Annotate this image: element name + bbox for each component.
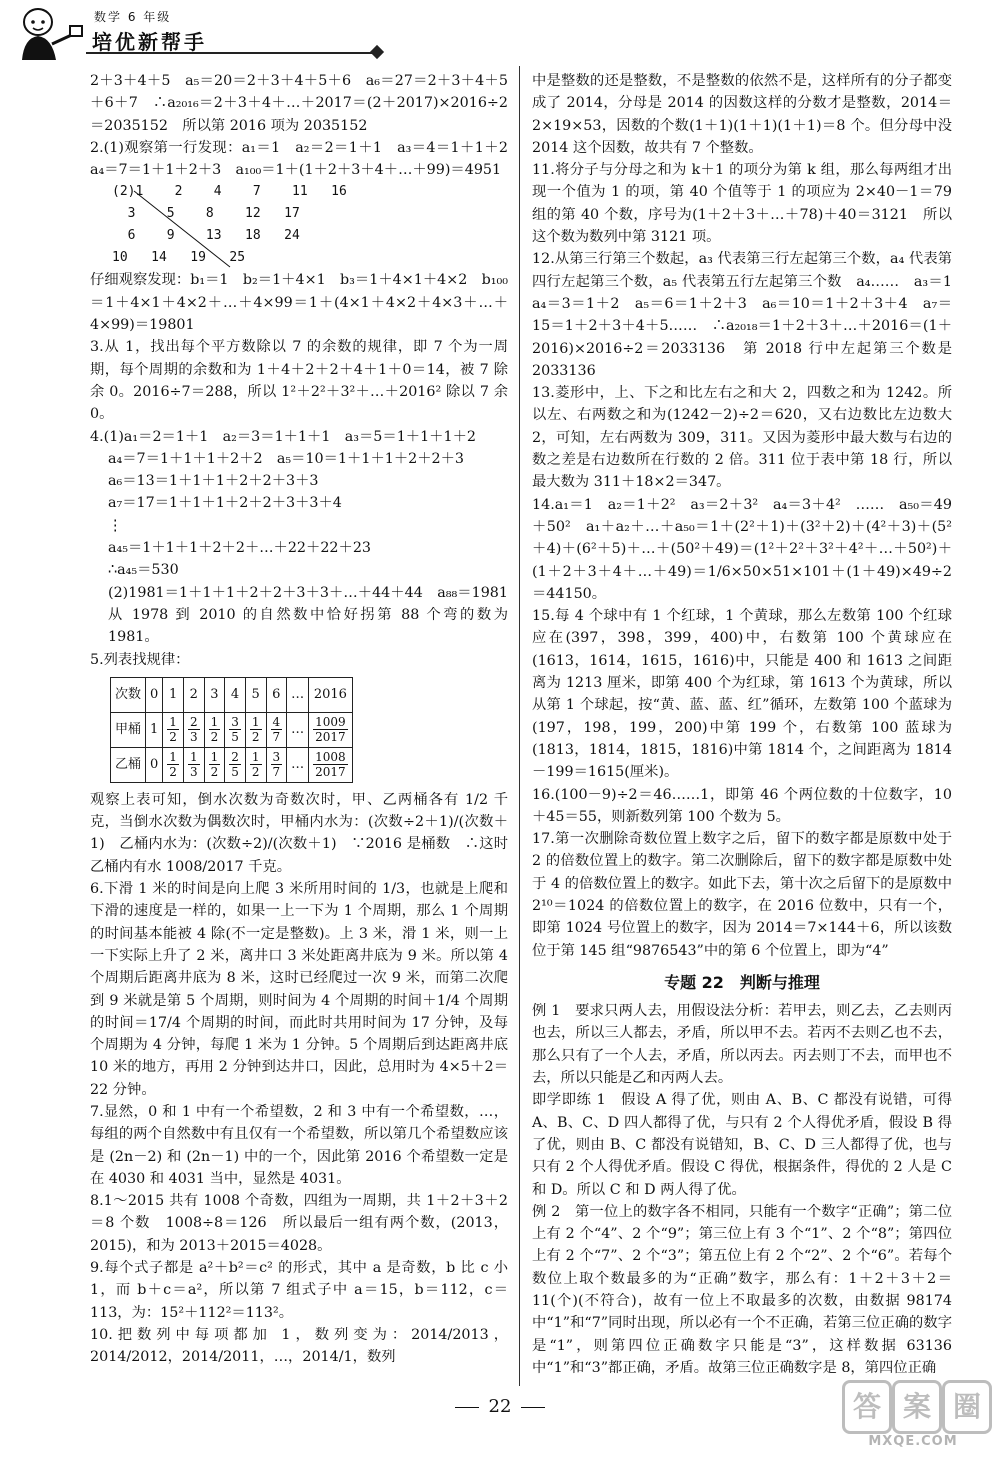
watermark-glyph: 圈 [942, 1380, 992, 1434]
table-cell [245, 747, 266, 782]
fraction-denominator: 5 [231, 765, 239, 780]
table-header-cell: 1 [163, 677, 184, 712]
table-cell: 1 [146, 712, 163, 747]
pattern-row: 10 14 19 25 [112, 250, 246, 266]
left-paragraph: a₇＝17＝1＋1＋1＋2＋2＋3＋3＋4 [108, 495, 342, 512]
table-cell: … [287, 712, 309, 747]
column-divider [519, 66, 520, 1386]
fraction-denominator: 2 [251, 765, 260, 780]
right-paragraph: 11.将分子与分母之和为 k＋1 的项分为第 k 组，那么每两组才出现一个值为 1 的项，第 40 个值等于 1 的项应为 2×40－1＝79 组的第 40 个数，序号为(1＋2＋3＋…＋78)＋40＝3121 所以这个数为数列中第 3121 项。 [532, 162, 952, 246]
watermark-glyph: 案 [892, 1380, 942, 1434]
table-cell [225, 712, 246, 747]
fraction-denominator: 5 [231, 730, 239, 745]
fraction [271, 750, 283, 779]
right-paragraph: 例 1 要求只两人去，用假设法分析：若甲去，则乙去，乙去则丙也去，所以三人都去，矛盾，所以甲不去。若丙不去则乙也不去，那么只有了一个人去，矛盾，所以丙去。丙去则丁不去，而甲也不去，所以只能是乙和丙两人去。 [532, 1003, 952, 1087]
table-header-cell: 4 [225, 677, 246, 712]
number-pattern [90, 181, 508, 269]
right-paragraph: 12.从第三行第三个数起，a₃ 代表第三行左起第三个数，a₄ 代表第四行左起第三个数，a₅ 代表第五行左起第三个数 a₄…… a₃＝1 a₄＝3＝1＋2 a₅＝6＝1＋2＋3 a₆＝10＝1＋2＋3＋4 a₇＝15＝1＋2＋3＋4＋5…… ∴a₂₀₁₈＝1＋2＋3＋…＋2016＝(1＋2016)×2016÷2＝2033136 第 2018 行中左起第三个数是 2033136 [532, 251, 967, 379]
fraction-numerator: 2 [189, 715, 198, 730]
left-paragraph: 2.(1)观察第一行发现：a₁＝1 a₂＝2＝1＋1 a₃＝4＝1＋1＋2 a₄＝7＝1＋1＋2＋3 a₁₀₀＝1＋(1＋2＋3＋4＋…＋99)＝4951 [90, 139, 523, 179]
right-paragraph: 16.(100－9)÷2＝46……1，即第 46 个两位数的十位数字，10＋45＝55，则新数列第 100 个数为 5。 [532, 786, 952, 825]
table-row-label: 甲桶 [111, 712, 146, 747]
header-diamond-ornament [370, 45, 384, 59]
fraction-numerator: 1 [210, 715, 219, 730]
table-cell [245, 712, 266, 747]
table-cell [266, 712, 287, 747]
left-paragraph: ∴a₄₅＝530 [108, 562, 179, 579]
fraction-numerator: 1 [251, 750, 260, 765]
table-cell [204, 747, 225, 782]
left-paragraph: 7.显然，0 和 1 中有一个希望数，2 和 3 中有一个希望数，…，每组的两个自然数中有且仅有一个希望数，所以第几个希望数应该是 (2n－2) 和 (2n－1) 中的一个，因此第 2016 个希望数一定是在 4030 和 4031 当中，显然是 4031。 [90, 1103, 508, 1187]
fraction-denominator: 2 [210, 730, 219, 745]
left-paragraph: 5.列表找规律： [90, 651, 190, 668]
fraction-denominator: 2017 [315, 730, 346, 745]
fraction-denominator: 2 [169, 765, 177, 780]
right-paragraph: 中是整数的还是整数，不是整数的依然不是，这样所有的分子都变成了 2014，分母是 2014 的因数这样的分数才是整数，2014＝2×19×53，因数的个数(1＋1)(1＋1)(1＋1)＝8 个。但分母中没 2014 这个因数，故共有 7 个整数。 [532, 73, 952, 156]
left-paragraph: 4.(1)a₁＝2＝1＋1 a₂＝3＝1＋1＋1 a₃＝5＝1＋1＋1＋2 [90, 428, 476, 445]
fraction-numerator: 1008 [315, 750, 346, 765]
left-paragraph: ⋮ [108, 517, 123, 534]
table-row [111, 747, 353, 782]
table-cell [183, 712, 204, 747]
left-paragraph: 6.下滑 1 米的时间是向上爬 3 米所用时间的 1/3，也就是上爬和下滑的速度是一样的，如果一上一下为 1 个周期，那么 1 个周期的时间基本能被 4 除(不一定是整数)。上 3 米，滑 1 米，则一上一下实际上升了 2 米，离井口 3 米处距离井底为 9 米。所以第 4 个周期后距离井底为 8 米，这时已经爬过一次 9 米，而第二次爬到 9 米就是第 5 个周期，则时间为 4 个周期的时间＋1/4 个周期的时间＝17/4 个周期的时间，而此时共用时间为 17 分钟，及每个周期为 4 分钟，每爬 1 米为 1 分钟。5 个周期后到达距离井底 10 米的地方，再用 2 分钟到达井口，因此，总用时为 4×5＋2＝22 分钟。 [90, 881, 508, 1098]
fraction [167, 750, 179, 779]
table-cell: 0 [146, 747, 163, 782]
left-paragraph: 2＋3＋4＋5 a₅＝20＝2＋3＋4＋5＋6 a₆＝27＝2＋3＋4＋5＋6＋7 ∴a₂₀₁₆＝2＋3＋4＋…＋2017＝(2＋2017)×2016÷2＝2035152 所以第 2016 项为 2035152 [90, 73, 508, 134]
fraction-numerator: 1 [251, 715, 260, 730]
table-row [111, 712, 353, 747]
fraction-numerator: 1009 [315, 715, 346, 730]
fraction-denominator: 2017 [315, 765, 346, 780]
left-paragraph: a₄＝7＝1＋1＋1＋2＋2 a₅＝10＝1＋1＋1＋2＋2＋3 [108, 450, 465, 467]
page-header [0, 0, 1000, 70]
fraction [313, 750, 348, 779]
fraction-denominator: 3 [189, 730, 198, 745]
fraction [313, 715, 348, 744]
fraction-numerator: 3 [231, 715, 239, 730]
right-paragraph: 14.a₁＝1 a₂＝1＋2² a₃＝2＋3² a₄＝3＋4² …… a₅₀＝49＋50² a₁＋a₂＋…＋a₅₀＝1＋(2²＋1)＋(3²＋2)＋(4²＋3)＋(5²＋4)＋(6²＋5)＋…＋(50²＋49)＝(1²＋2²＋3²＋4²＋…＋50²)＋(1＋2＋3＋4＋…＋49)＝1/6×50×51×101＋(1＋49)×49÷2＝44150。 [532, 496, 952, 602]
fraction-numerator: 2 [231, 750, 239, 765]
fraction-numerator: 4 [272, 715, 281, 730]
left-paragraph: 8.1～2015 共有 1008 个奇数，四组为一周期，共 1＋2＋3＋2＝8 个数 1008÷8＝126 所以最后一组有两个数，(2013，2015)，和为 2013＋2015＝4028。 [90, 1193, 508, 1254]
table-cell [163, 712, 184, 747]
cartoon-boy-illustration [8, 4, 86, 62]
watermark-logo [838, 1378, 988, 1454]
fraction-denominator: 2 [169, 730, 177, 745]
left-paragraph: a₄₅＝1＋1＋1＋2＋2＋…＋22＋22＋23 [108, 540, 372, 557]
left-column [90, 70, 523, 1369]
fraction [250, 750, 262, 779]
fraction [167, 715, 179, 744]
table-header-cell: 次数 [111, 677, 146, 712]
page-number-text: 22 [488, 1396, 512, 1417]
table-header-cell: 2 [183, 677, 204, 712]
pattern-label: (2) [112, 184, 136, 200]
fraction-denominator: 2 [210, 765, 219, 780]
table-cell: … [287, 747, 309, 782]
table-cell [266, 747, 287, 782]
fraction-numerator: 1 [169, 750, 177, 765]
right-paragraph: 15.每 4 个球中有 1 个红球，1 个黄球，那么左数第 100 个红球应在(397，398，399，400)中，右数第 100 个黄球应在(1613，1614，1615，1616)中，只能是 400 和 1613 之间距离为 1213 厘米，即第 400 个为红球，第 1613 个为黄球，所以从第 1 个球起，按“黄、蓝、蓝、红”循环，左数第 100 个蓝球为(197，198，199，200)中第 199 个，右数第 100 蓝球为(1813，1814，1815，1816)中第 1814 个，之间距离为 1814－199＝1615(厘米)。 [532, 608, 952, 781]
left-paragraph: (2)1981＝1＋1＋1＋2＋2＋3＋3＋…＋44＋44 a₈₈＝1981 从 1978 到 2010 的自然数中恰好拐第 88 个弯的数为 1981。 [108, 584, 523, 646]
fraction [209, 715, 221, 744]
left-paragraph: 3.从 1，找出每个平方数除以 7 的余数的规律，即 7 个为一周期，每个周期的余数和为 1＋4＋2＋2＋4＋1＋0＝14，被 7 除余 0。2016÷7＝288，所以 1²＋2²＋3²＋…＋2016² 除以 7 余 0。 [90, 339, 508, 423]
fraction [271, 715, 283, 744]
fraction-denominator: 7 [272, 765, 281, 780]
fraction-denominator: 7 [272, 730, 281, 745]
page-number-dash [521, 1407, 545, 1408]
table-cell [225, 747, 246, 782]
fraction-numerator: 1 [210, 750, 219, 765]
header-rule [86, 52, 376, 54]
table-header-cell: 6 [266, 677, 287, 712]
fraction-numerator: 3 [272, 750, 281, 765]
pattern-diagonal-line [130, 189, 240, 271]
fraction [209, 750, 221, 779]
fraction-numerator: 1 [169, 715, 177, 730]
left-paragraph: 仔细观察发现：b₁＝1 b₂＝1＋4×1 b₃＝1＋4×1＋4×2 b₁₀₀＝1＋4×1＋4×2＋…＋4×99＝1＋(4×1＋4×2＋4×3＋…＋4×99)＝19801 [90, 272, 508, 334]
fraction [188, 715, 200, 744]
left-paragraph: 10.把数列中每项都加 1，数列变为：2014/2013，2014/2012，2014/2011，…，2014/1，数列 [90, 1326, 508, 1366]
right-column [532, 70, 967, 1379]
right-paragraph: 即学即练 1 假设 A 得了优，则由 A、B、C 都没有说错，可得 A、B、C、D 四人都得了优，与只有 2 个人得优矛盾，假设 B 得了优，则由 B、C 都没有说错知，B、C、D 三人都得了优，也与只有 2 个人得优矛盾。假设 C 得优，根据条件，得优的 2 人是 C 和 D。所以 C 和 D 两人得了优。 [532, 1092, 952, 1198]
watermark-site: MXQE.COM [868, 1434, 958, 1449]
fraction [229, 715, 241, 744]
table-header-row [111, 677, 353, 712]
table-cell [309, 712, 353, 747]
table-header-cell: 3 [204, 677, 225, 712]
table-header-cell: 2016 [309, 677, 353, 712]
fraction-numerator: 1 [189, 750, 198, 765]
section-title: 专题 22 判断与推理 [664, 972, 820, 992]
right-paragraph: 例 2 第一位上的数字各不相同，只能有一个数字“正确”；第二位上有 2 个“4”、2 个“9”；第三位上有 3 个“1”、2 个“8”；第四位上有 2 个“7”、2 个“3”；第五位上有 2 个“2”、2 个“6”。若每个数位上取个数最多的为“正确”数字，那么有：1＋2＋3＋2＝11(个)(不符合)，故有一位上不取最多的次数，由数据 98174 中“1”和“7”同时出现，所以必有一个不正确，若第三位正确的数字是“1”，则第四位正确数字只能是“3”，这样数据 63136 中“1”和“3”都正确，矛盾。故第三位正确数字是 8，第四位正确 [532, 1203, 953, 1376]
table-cell [183, 747, 204, 782]
pattern-row: 6 9 13 18 24 [112, 228, 300, 244]
pattern-row: 3 5 8 12 17 [112, 206, 300, 222]
left-paragraph: 观察上表可知，倒水次数为奇数次时，甲、乙两桶各有 1/2 千克，当倒水次数为偶数次时，甲桶内水为：(次数÷2＋1)/(次数＋1) 乙桶内水为：(次数÷2)/(次数＋1) ∵2016 是桶数 ∴这时乙桶内有水 1008/2017 千克。 [90, 791, 508, 875]
header-book-title: 培优新帮手 [92, 30, 207, 54]
right-paragraph: 17.第一次删除奇数位置上数字之后，留下的数字都是原数中处于 2 的倍数位置上的数字。第二次删除后，留下的数字都是原数中处于 4 的倍数位置上的数字。如此下去，第十次之后留下的是原数中 2¹⁰＝1024 的倍数位置上的数字，在 2016 位数中，只有一个，即第 1024 号位置上的数字，因为 2014＝7×144＋6，所以该数位于第 145 组“9876543”中的第 6 个位置上，即为“4” [532, 831, 952, 959]
header-grade-label: 数学 6 年级 [94, 10, 172, 24]
table-header-cell: 5 [245, 677, 266, 712]
page-number-dash [455, 1407, 479, 1408]
pattern-row-text: 1 2 4 7 11 16 [135, 184, 347, 200]
table-cell [309, 747, 353, 782]
fraction [229, 750, 241, 779]
table-cell [163, 747, 184, 782]
fraction [250, 715, 262, 744]
left-paragraph: a₆＝13＝1＋1＋1＋2＋2＋3＋3 [108, 473, 319, 490]
left-paragraph: 9.每个式子都是 a²＋b²＝c² 的形式，其中 a 是奇数，b 比 c 小 1，而 b＋c＝a²，所以第 7 组式子中 a＝15，b＝112，c＝113，为：15²＋112²＝113²。 [90, 1260, 508, 1321]
fraction [188, 750, 200, 779]
right-paragraph: 13.菱形中，上、下之和比左右之和大 2，四数之和为 1242。所以左、右两数之和为(1242－2)÷2＝620，又右边数比左边数大 2，可知，左右两数为 309，311。又因为菱形中最大数与右边的数之差是右边数所在行数的 2 倍。311 位于表中第 18 行，所以最大数为 311＋18×2＝347。 [532, 385, 952, 491]
watermark-glyph: 答 [842, 1380, 892, 1434]
table-cell [204, 712, 225, 747]
fraction-denominator: 3 [189, 765, 198, 780]
water-bucket-table [110, 677, 353, 783]
table-header-cell: … [287, 677, 309, 712]
fraction-denominator: 2 [251, 730, 260, 745]
table-row-label: 乙桶 [111, 747, 146, 782]
table-header-cell: 0 [146, 677, 163, 712]
